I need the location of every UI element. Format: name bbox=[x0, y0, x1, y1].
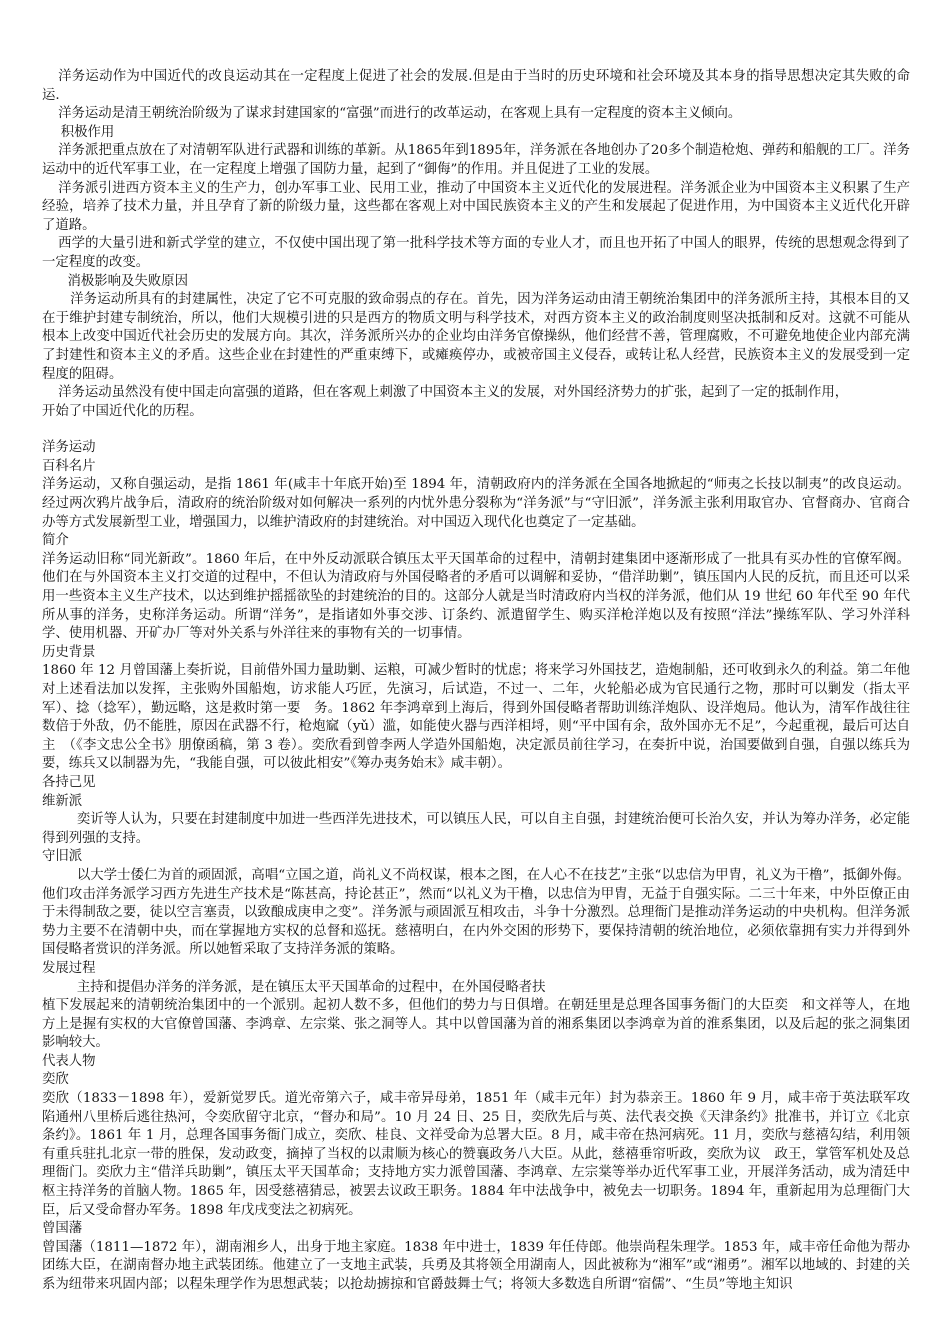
body-paragraph: 1860 年 12 月曾国藩上奏折说，目前借外国力量助剿、运粮，可减少暂时的忧虑；将来学习外国技艺，造炮制船，还可收到永久的利益。第二年他对上述看法加以发挥，主张购外国船炮，访求能人巧匠，先演习，后试造，不过一、二年，火轮船必成为官民通行之物，那时可以剿发（指太平军）、捻（捻军），勤远略，这是救时第一要 务。1862 年李鸿章到上海后，得到外国侵略者帮助训练洋炮队、设洋炮局。他认为，清军作战往往数倍于外敌，仍不能胜，原因在武器不行，枪炮窳（yǔ）滥，如能使火器与西洋相埒，则“平中国有余，敌外国亦无不足”，今起重视，最后可达自主 （《李文忠公全书》朋僚函稿，第 3 卷）。奕欣看到曾李两人学造外国船炮，决定派员前往学习，在奏折中说，治国要做到自强，自强以练兵为要，练兵又以制器为先，“我能自强，可以彼此相安”《筹办夷务始末》咸丰朝）。 bbox=[42, 663, 910, 772]
body-paragraph: 植下发展起来的清朝统治集团中的一个派别。起初人数不多，但他们的势力与日俱增。在朝廷里是总理各国事务衙门的大臣奕 和文祥等人，在地方上是握有实权的大官僚曾国藩、李鸿章、左宗棠、张之洞等人。其中以曾国藩为首的湘系集团以李鸿章为首的淮系集团，以及后起的张之洞集团影响较大。 bbox=[42, 998, 910, 1051]
body-paragraph: 洋务运动，又称自强运动，是指 1861 年(咸丰十年底开始)至 1894 年，清朝政府内的洋务派在全国各地掀起的“师夷之长技以制夷”的改良运动。经过两次鸦片战争后，清政府的统治阶级对如何解决一系列的内忧外患分裂称为“洋务派”与“守旧派”，洋务派主张利用取官办、官督商办、官商合办等方式发展新型工业，增强国力，以维护清政府的封建统治。对中国迈入现代化也奠定了一定基础。 bbox=[42, 477, 910, 530]
body-paragraph: 西学的大量引进和新式学堂的建立，不仅使中国出现了第一批科学技术等方面的专业人才，而且也开拓了中国人的眼界，传统的思想观念得到了一定程度的改变。 bbox=[42, 236, 910, 270]
section-heading: 维新派 bbox=[42, 793, 83, 809]
section-heading: 简介 bbox=[42, 533, 69, 549]
section-heading: 历史背景 bbox=[42, 644, 96, 660]
section-heading: 代表人物 bbox=[42, 1053, 96, 1069]
section-heading: 积极作用 bbox=[60, 124, 115, 140]
section-heading: 各持己见 bbox=[42, 774, 96, 790]
section-heading: 曾国藩 bbox=[42, 1221, 83, 1237]
body-paragraph: 洋务运动所具有的封建属性，决定了它不可克服的致命弱点的存在。首先，因为洋务运动由清王朝统治集团中的洋务派所主持，其根本目的又在于维护封建专制统治，所以，他们大规模引进的只是西方的物质文明与科学技术，对西方资本主义的政治制度则坚决抵制和反对。这就不可能从根本上改变中国近代社会历史的发展方向。其次，洋务派所兴办的企业均由洋务官僚操纵，他们经营不善，管理腐败，不可避免地使企业内部充满了封建性和资本主义的矛盾。这些企业在封建性的严重束缚下，或瘫痪停办，或被帝国主义侵吞，或转让私人经营，民族资本主义的发展受到一定程度的阻碍。 bbox=[42, 292, 910, 382]
body-paragraph: 洋务派把重点放在了对清朝军队进行武器和训练的革新。从1865年到1895年，洋务派在各地创办了20多个制造枪炮、弹药和船舰的工厂。洋务运动中的近代军事工业，在一定程度上增强了国防力量，起到了“御侮”的作用。并且促进了工业的发展。 bbox=[42, 143, 910, 177]
section-heading: 发展过程 bbox=[42, 960, 96, 976]
section-heading: 消极影响及失败原因 bbox=[67, 273, 188, 289]
body-paragraph: 洋务运动虽然没有使中国走向富强的道路，但在客观上刺激了中国资本主义的发展，对外国经济势力的扩张，起到了一定的抵制作用， bbox=[58, 385, 849, 401]
section-heading: 奕欣 bbox=[42, 1072, 69, 1088]
intro-paragraph: 洋务运动是清王朝统治阶级为了谋求封建国家的“富强”而进行的改革运动，在客观上具有一定程度的资本主义倾向。 bbox=[58, 106, 742, 122]
document-page bbox=[42, 68, 910, 1295]
section-heading: 百科名片 bbox=[42, 458, 96, 474]
body-paragraph: 洋务运动旧称“同光新政”。1860 年后，在中外反动派联合镇压太平天国革命的过程中，清朝封建集团中逐渐形成了一批具有买办性的官僚军阀。他们在与外国资本主义打交道的过程中，不但认为清政府与外国侵略者的矛盾可以调解和妥协，“借洋助剿”，镇压国内人民的反抗，而且还可以采用一些资本主义生产技术，以达到维护摇摇欲坠的封建统治的目的。这部分人就是当时清政府内当权的洋务派，他们从 19 世纪 60 年代至 90 年代所从事的洋务，史称洋务运动。所谓“洋务”，是指诸如外事交涉、订条约、派遣留学生、购买洋枪洋炮以及有按照“洋法”操练军队、学习外洋科学、使用机器、开矿办厂等对外关系与外洋往来的事物有关的一切事情。 bbox=[42, 551, 910, 642]
body-paragraph: 主持和提倡办洋务的洋务派，是在镇压太平天国革命的过程中，在外国侵略者扶 bbox=[76, 979, 546, 995]
body-paragraph: 奕欣（1833－1898 年），爱新觉罗氏。道光帝第六子，咸丰帝异母弟，1851 年（咸丰元年）封为恭亲王。1860 年 9 月，咸丰帝于英法联军攻陷通州八里桥后逃往热河，令奕欣留守北京，“督办和局”。10 月 24 日、25 日，奕欣先后与英、法代表交换《天津条约》批准书，并订立《北京条约》。1861 年 1 月，总理各国事务衙门成立，奕欣、桂良、文祥受命为总署大臣。8 月，咸丰帝在热河病死。11 月，奕欣与慈禧勾结，利用领有重兵驻扎北京一带的胜保，发动政变，摘掉了当权的以肃顺为核心的赞襄政务八大臣。从此，慈禧垂帘听政，奕欣为议 政王，掌管军机处及总理衙门。奕欣力主“借洋兵助剿”，镇压太平天国革命；支持地方实力派曾国藩、李鸿章、左宗棠等举办近代军事工业，开展洋务活动，成为清廷中枢主持洋务的首脑人物。1865 年，因受慈禧猜忌，被罢去议政王职务。1884 年中法战争中，被免去一切职务。1894 年，重新起用为总理衙门大臣，后又受命督办军务。1898 年戊戌变法之初病死。 bbox=[42, 1091, 910, 1218]
body-paragraph: 曾国藩（1811—1872 年），湖南湘乡人，出身于地主家庭。1838 年中进士，1839 年任侍郎。他崇尚程朱理学。1853 年，咸丰帝任命他为帮办团练大臣，在湖南督办地主武装团练。他建立了一支地主武装，兵勇及其将领全用湖南人，因此被称为“湘军”或“湘勇”。湘军以地域的、封建的关系为纽带来巩固内部；以程朱理学作为思想武装；以抢劫掳掠和官爵鼓舞士气；将领大多数选自所谓“宿儒”、“生员”等地主知识 bbox=[42, 1239, 910, 1292]
body-paragraph: 开始了中国近代化的历程。 bbox=[42, 403, 203, 419]
body-paragraph: 以大学士倭仁为首的顽固派，高唱“立国之道，尚礼义不尚权谋，根本之图，在人心不在技艺”主张“以忠信为甲胄，礼义为干橹”，抵御外侮。他们攻击洋务派学习西方先进生产技术是“陈甚高，持论甚正”，然而“以礼义为干橹，以忠信为甲胄，无益于自强实际。二三十年来，中外臣僚正由于未得制敌之要，徒以空言塞责，以致酿成庚申之变”。洋务派与顽固派互相攻击，斗争十分激烈。总理衙门是推动洋务运动的中央机构。但洋务派势力主要不在清朝中央，而在掌握地方实权的总督和巡抚。慈禧明白，在内外交困的形势下，要保持清朝的统治地位，必须依靠拥有实力并得到外国侵略者赏识的洋务派。所以她暂采取了支持洋务派的策略。 bbox=[42, 867, 910, 958]
body-paragraph: 奕䜣等人认为，只要在封建制度中加进一些西洋先进技术，可以镇压人民，可以自主自强，封建统治便可长治久安，并认为筹办洋务，必定能得到列强的支持。 bbox=[42, 812, 910, 846]
section-heading: 守旧派 bbox=[42, 849, 83, 865]
intro-paragraph: 洋务运动作为中国近代的改良运动其在一定程度上促进了社会的发展.但是由于当时的历史环境和社会环境及其本身的指导思想决定其失败的命运. bbox=[42, 69, 910, 103]
article-title: 洋务运动 bbox=[42, 440, 96, 456]
body-paragraph: 洋务派引进西方资本主义的生产力，创办军事工业、民用工业，推动了中国资本主义近代化的发展进程。洋务派企业为中国资本主义积累了生产经验，培养了技术力量，并且孕育了新的阶级力量，这些都在客观上对中国民族资本主义的产生和发展起了促进作用，为中国资本主义近代化开辟了道路。 bbox=[42, 180, 910, 233]
